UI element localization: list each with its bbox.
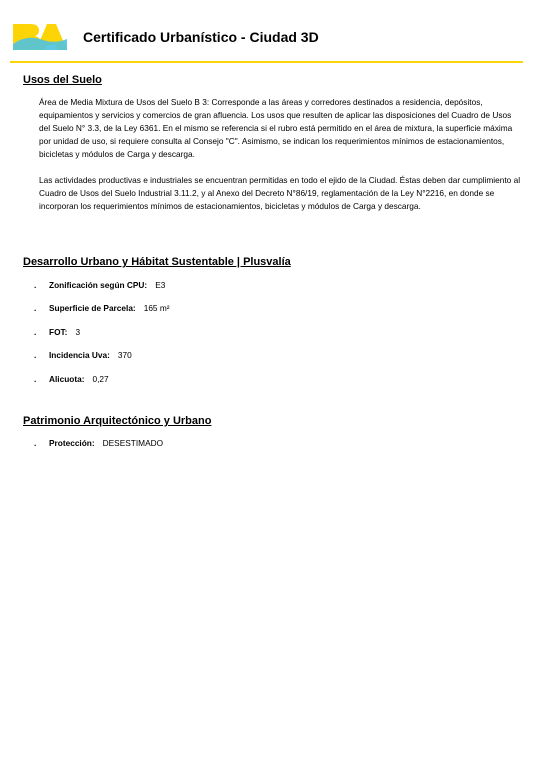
list-item-proteccion (34, 437, 163, 449)
item-value: 165 m² (143, 303, 170, 313)
page-header (0, 0, 544, 64)
item-label: Protección: (49, 438, 95, 448)
item-label: Alicuota: (49, 374, 85, 384)
usos-suelo-paragraph-1: Área de Media Mixtura de Usos del Suelo B 3: Corresponde a las áreas y corredores destinados a residencia, depósitos, equipamientos y servicios y comercios de gran afluencia. Los usos que resulten de aplicar las disposiciones del Cuadro de Usos del Suelo N° 3.3, de la Ley 6361. En el mismo se referencia si el rubro está permitido en el área de mixtura, la superficie máxima por unidad de uso, si requiere consulta al Consejo "C". Asimismo, se indican los requerimientos mínimos de estacionamientos, bicicletas y módulos de Carga y descarga. (39, 97, 513, 159)
ba-logo-icon (11, 22, 67, 50)
bullet: . (34, 374, 37, 384)
list-item-zonificacion (34, 279, 165, 291)
bullet: . (34, 303, 37, 313)
item-value: DESESTIMADO (102, 438, 164, 448)
list-item-incidencia-uva (34, 349, 132, 361)
list-item-superficie-parcela (34, 302, 170, 314)
section-title-desarrollo-urbano: Desarrollo Urbano y Hábitat Sustentable | Plusvalía (23, 256, 291, 268)
item-value: E3 (155, 280, 166, 290)
item-label: Incidencia Uva: (49, 350, 110, 360)
bullet: . (34, 438, 37, 448)
usos-suelo-paragraph-2: Las actividades productivas e industriales se encuentran permitidas en todo el ejido de la Ciudad. Éstas deben dar cumplimiento al Cuadro de Usos del Suelo Industrial 3.11.2, y al Anexo del Decreto N°86/19, reglamentación de la Ley N°2216, en donde se incorporan los requerimientos mínimos de estacionamientos, bicicletas y módulos de Carga y descarga. (39, 175, 521, 211)
item-label: FOT: (49, 327, 68, 337)
item-value: 0,27 (92, 374, 109, 384)
list-item-alicuota (34, 373, 109, 385)
header-divider (10, 61, 523, 63)
section-title-patrimonio: Patrimonio Arquitectónico y Urbano (23, 415, 212, 427)
item-value: 370 (117, 350, 132, 360)
item-value: 3 (75, 327, 81, 337)
bullet: . (34, 280, 37, 290)
bullet: . (34, 327, 37, 337)
page-title: Certificado Urbanístico - Ciudad 3D (83, 29, 319, 45)
item-label: Zonificación según CPU: (49, 280, 148, 290)
item-label: Superficie de Parcela: (49, 303, 136, 313)
list-item-fot (34, 326, 80, 338)
bullet: . (34, 350, 37, 360)
section-title-usos-suelo: Usos del Suelo (23, 74, 102, 86)
